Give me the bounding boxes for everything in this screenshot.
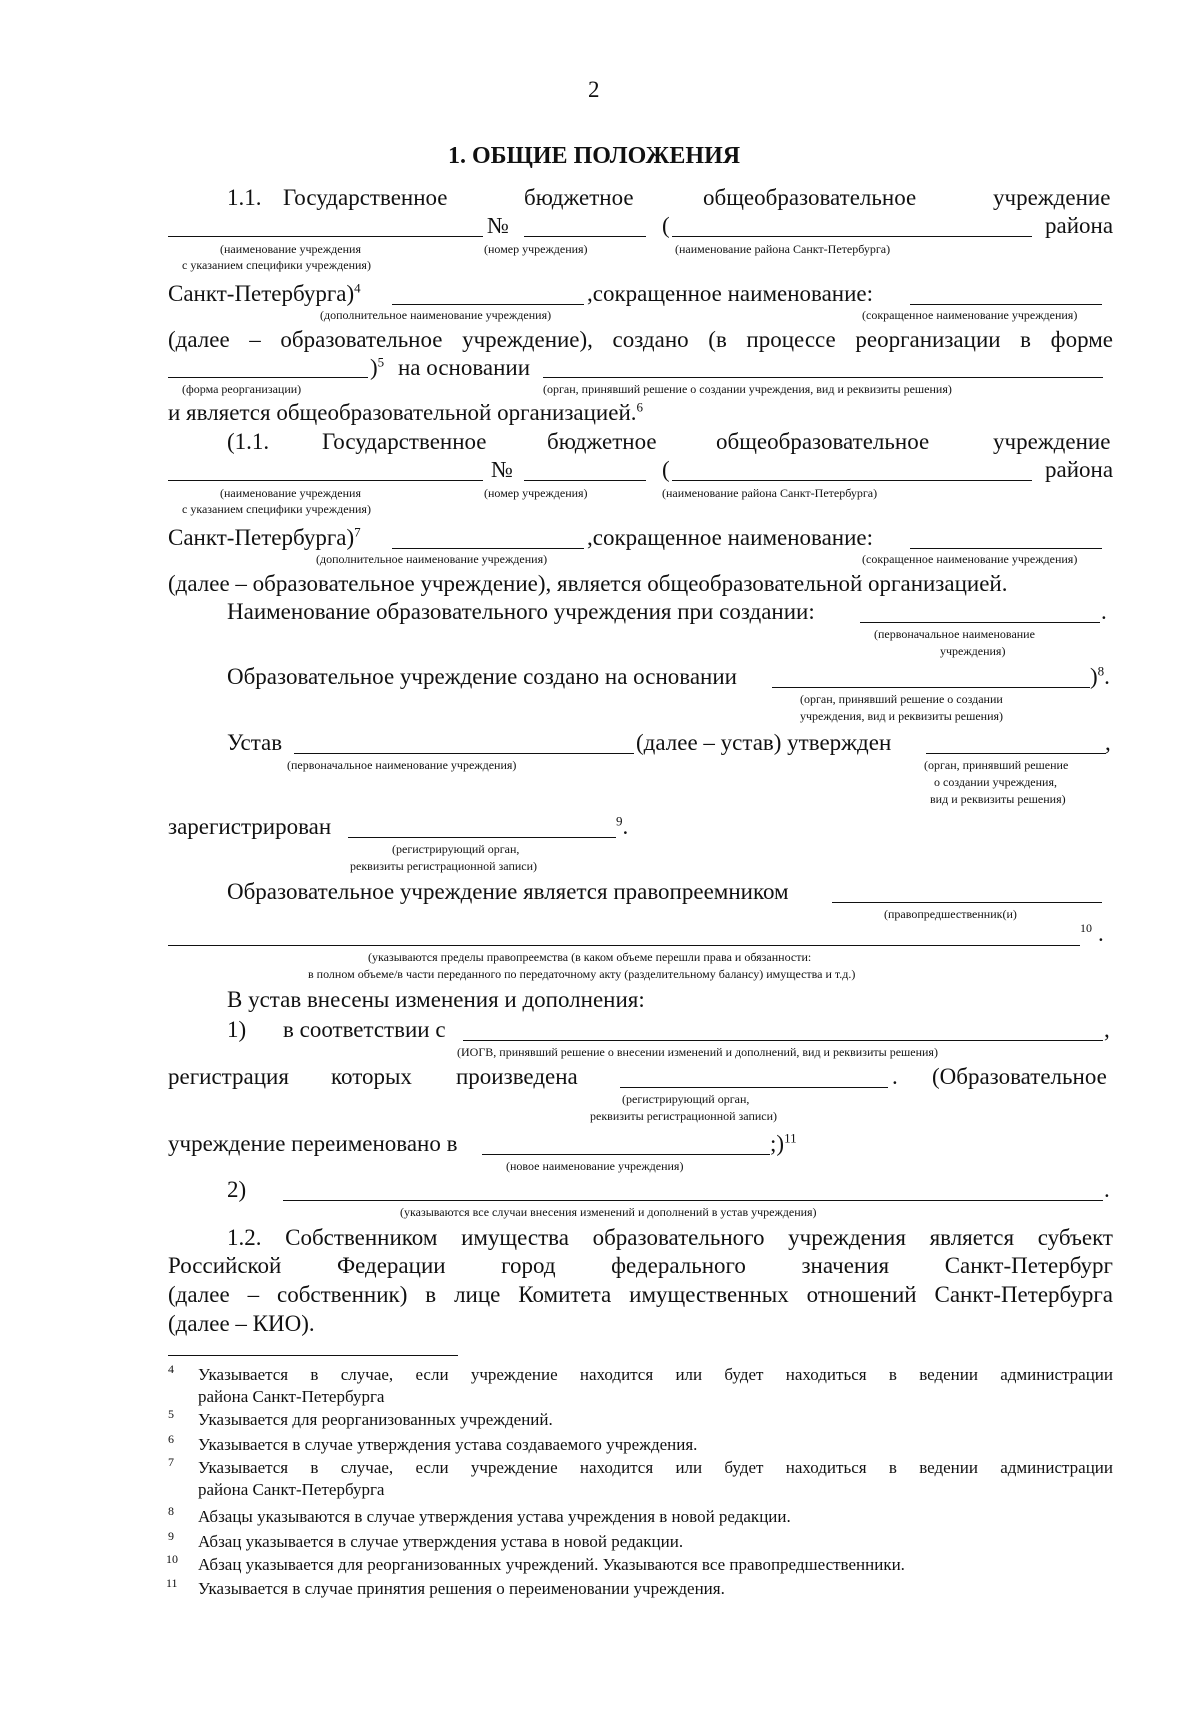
changes-reg-w4: (Образовательное xyxy=(932,1064,1107,1089)
p1-name-line xyxy=(168,236,483,237)
successor-line xyxy=(832,902,1102,903)
footnote-7-num: 7 xyxy=(168,1455,174,1469)
p1-cap-short: (сокращенное наименование учреждения) xyxy=(862,308,1078,322)
charter-label: Устав xyxy=(227,730,283,755)
section-title: 1. ОБЩИЕ ПОЛОЖЕНИЯ xyxy=(448,143,741,169)
changes-cap-new-name: (новое наименование учреждения) xyxy=(506,1159,684,1173)
changes-renamed-end: ;)$^{11}$ xyxy=(770,1130,797,1156)
p1b-additional-line xyxy=(392,548,584,549)
p1b-cap-name-1: (наименование учреждения xyxy=(220,486,361,500)
p1-on-basis: на основании xyxy=(398,355,531,380)
changes-item1-text: в соответствии с xyxy=(283,1017,446,1042)
changes-cap-reg-1: (регистрирующий орган, xyxy=(622,1092,750,1106)
p1-cap-name-2: с указанием специфики учреждения) xyxy=(182,258,371,272)
successor-cap-1: (указываются пределы правопреемства (в каком объеме перешли права и обязанности: xyxy=(368,950,812,964)
changes-reg-dot: . xyxy=(892,1064,898,1089)
footnote-11-text: Указывается в случае принятия решения о переименовании учреждения. xyxy=(198,1579,725,1598)
p1b-short-line xyxy=(910,548,1102,549)
changes-cap-reg-2: реквизиты регистрационной записи) xyxy=(590,1109,778,1123)
registered-cap-2: реквизиты регистрационной записи) xyxy=(350,859,538,873)
footnote-7-text2: района Санкт-Петербурга xyxy=(198,1480,385,1499)
charter-cap-organ-2: о создании учреждения, xyxy=(934,775,1057,789)
footnote-ref-11: 11 xyxy=(784,1130,797,1146)
footnote-ref-5: 5 xyxy=(377,354,385,370)
p1b-cap-number: (номер учреждения) xyxy=(484,486,588,500)
footnote-10-text: Абзац указывается для реорганизованных учреждений. Указываются все правопредшественники. xyxy=(198,1555,905,1574)
p1-cap-name-1: (наименование учреждения xyxy=(220,242,361,256)
changes-cap-iogv: (ИОГВ, принявший решение о внесении изменений и дополнений, вид и реквизиты решения) xyxy=(457,1045,938,1059)
creation-name-cap-1: (первоначальное наименование xyxy=(874,627,1035,641)
charter-initial-line xyxy=(294,753,634,754)
footnote-9-num: 9 xyxy=(168,1529,174,1543)
footnote-8-num: 8 xyxy=(168,1504,174,1518)
footnote-5-num: 5 xyxy=(168,1407,174,1421)
footnote-ref-8: 8 xyxy=(1097,663,1105,679)
p1b-name-line xyxy=(168,480,483,481)
p1-line3: (далее – образовательное учреждение), создано (в процессе реорганизации в форме xyxy=(168,327,1113,352)
p1b-word1: Государственное xyxy=(322,429,487,454)
footnote-4-text: Указывается в случае, если учреждение находится или будет находиться в ведении администрации xyxy=(198,1365,1113,1384)
p1-word3: общеобразовательное xyxy=(703,185,917,210)
footnote-4-text2: района Санкт-Петербурга xyxy=(198,1387,385,1406)
p1-cap-organ: (орган, принявший решение о создании учреждения, вид и реквизиты решения) xyxy=(543,382,952,396)
p1b-cap-name-2: с указанием специфики учреждения) xyxy=(182,502,371,516)
p1b-word3: общеобразовательное xyxy=(716,429,930,454)
p1-num: 1.1. xyxy=(227,185,262,210)
p1-line5: и является общеобразовательной организацией.$^6$ xyxy=(168,399,644,425)
charter-cap-organ-1: (орган, принявший решение xyxy=(924,758,1069,772)
registered-label: зарегистрирован xyxy=(168,814,332,839)
changes-reg-w1: регистрация xyxy=(168,1064,289,1089)
p1b-number-line xyxy=(524,480,646,481)
p1-cap-additional: (дополнительное наименование учреждения) xyxy=(320,308,552,322)
p1-cap-number: (номер учреждения) xyxy=(484,242,588,256)
footnote-ref-6: 6 xyxy=(636,399,644,415)
changes-item2-line xyxy=(283,1200,1103,1201)
page-number: 2 xyxy=(588,77,600,102)
footnote-4-num: 4 xyxy=(168,1362,174,1376)
footnote-11-num: 11 xyxy=(166,1576,178,1590)
footnote-5-text: Указывается для реорганизованных учреждений. xyxy=(198,1410,553,1429)
successor-fn: 10 xyxy=(1080,921,1092,935)
p1b-word2: бюджетное xyxy=(547,429,657,454)
p1b-no-sign: № xyxy=(491,457,513,482)
p1-short-name-label: ,сокращенное наименование: xyxy=(587,281,873,306)
p1-word4: учреждение xyxy=(993,185,1111,210)
p1-spb: Санкт-Петербурга)$^4$ xyxy=(168,280,361,306)
changes-intro: В устав внесены изменения и дополнения: xyxy=(227,987,645,1012)
p1-rayona: района xyxy=(1045,213,1114,238)
footnote-8-text: Абзацы указываются в случае утверждения устава учреждения в новой редакции. xyxy=(198,1507,791,1526)
created-basis-line xyxy=(772,687,1090,688)
p1-number-line xyxy=(524,236,646,237)
p1-no-sign: № xyxy=(487,213,509,238)
p1-cap-district: (наименование района Санкт-Петербурга) xyxy=(675,242,891,256)
p12-l2-w3: город xyxy=(501,1253,556,1278)
successor-dot: . xyxy=(1098,921,1104,946)
created-basis-text: Образовательное учреждение создано на основании xyxy=(227,664,737,689)
changes-cap-all: (указываются все случаи внесения изменений и дополнений в устав учреждения) xyxy=(400,1205,817,1219)
changes-reg-line xyxy=(620,1087,888,1088)
p12-l2-w1: Российской xyxy=(168,1253,282,1278)
p12-line1: 1.2. Собственником имущества образовательного учреждения является субъект xyxy=(227,1225,1113,1250)
p1-word1: Государственное xyxy=(283,185,448,210)
charter-cap-organ-3: вид и реквизиты решения) xyxy=(930,792,1066,806)
successor-cap-2: в полном объеме/в части переданного по передаточному акту (разделительному балансу) имущества и т.д.) xyxy=(308,967,856,981)
footnote-10-num: 10 xyxy=(166,1552,178,1566)
creation-name-cap-2: учреждения) xyxy=(940,644,1006,658)
charter-comma: , xyxy=(1105,730,1111,755)
successor-text: Образовательное учреждение является правопреемником xyxy=(227,879,789,904)
p1-open-paren: ( xyxy=(662,213,670,238)
footnote-separator xyxy=(168,1355,458,1356)
changes-item2-dot: . xyxy=(1104,1177,1110,1202)
p1-additional-line xyxy=(392,304,584,305)
changes-item1-comma: , xyxy=(1104,1017,1110,1042)
registered-cap-1: (регистрирующий орган, xyxy=(392,842,520,856)
charter-after: (далее – устав) утвержден xyxy=(636,730,892,755)
changes-reg-w3: произведена xyxy=(456,1064,578,1089)
creation-name-dot: . xyxy=(1101,599,1107,624)
p1b-num: (1.1. xyxy=(227,429,270,454)
p1-cap-form: (форма реорганизации) xyxy=(182,382,302,396)
p1b-short-name-label: ,сокращенное наименование: xyxy=(587,525,873,550)
p1-organ-line xyxy=(543,377,1103,378)
p1b-line3: (далее – образовательное учреждение), является общеобразовательной организацией. xyxy=(168,571,1008,596)
created-basis-close: )$^8$. xyxy=(1090,663,1110,689)
created-basis-cap-2: учреждения, вид и реквизиты решения) xyxy=(800,709,1004,723)
footnote-6-num: 6 xyxy=(168,1432,174,1446)
p1-short-line xyxy=(910,304,1102,305)
p12-l2-w5: значения xyxy=(801,1253,890,1278)
p12-l2-w2: Федерации xyxy=(336,1253,446,1278)
p1b-cap-additional: (дополнительное наименование учреждения) xyxy=(316,552,548,566)
changes-renamed: учреждение переименовано в xyxy=(168,1131,458,1156)
charter-cap-initial: (первоначальное наименование учреждения) xyxy=(287,758,517,772)
changes-reg-w2: которых xyxy=(331,1064,412,1089)
footnote-7-text: Указывается в случае, если учреждение находится или будет находиться в ведении администрации xyxy=(198,1458,1113,1477)
changes-item1-num: 1) xyxy=(227,1017,247,1042)
p1-close-paren: )$^5$ xyxy=(370,354,385,380)
p12-line3: (далее – собственник) в лице Комитета имущественных отношений Санкт-Петербурга xyxy=(168,1282,1113,1307)
p12-line2 xyxy=(168,1254,1113,1277)
successor-limits-line xyxy=(168,945,1080,946)
changes-item1-line xyxy=(463,1040,1103,1041)
creation-name-line xyxy=(860,622,1100,623)
p1b-cap-short: (сокращенное наименование учреждения) xyxy=(862,552,1078,566)
p1b-spb: Санкт-Петербурга)$^7$ xyxy=(168,524,361,550)
p1-word2: бюджетное xyxy=(524,185,634,210)
p1b-district-line xyxy=(672,480,1032,481)
p1b-rayona: района xyxy=(1045,457,1114,482)
p1-district-line xyxy=(672,236,1032,237)
p12-l2-w4: федерального xyxy=(611,1253,746,1278)
changes-renamed-line xyxy=(482,1154,770,1155)
changes-item2-num: 2) xyxy=(227,1177,247,1202)
p12-line4: (далее – КИО). xyxy=(168,1311,315,1336)
footnote-ref-7: 7 xyxy=(354,524,361,540)
p1b-open-paren: ( xyxy=(662,457,670,482)
p1b-word4: учреждение xyxy=(993,429,1111,454)
p1b-cap-district: (наименование района Санкт-Петербурга) xyxy=(662,486,878,500)
footnote-6-text: Указывается в случае утверждения устава создаваемого учреждения. xyxy=(198,1435,698,1454)
creation-name-text: Наименование образовательного учреждения при создании: xyxy=(227,599,815,624)
footnote-9-text: Абзац указывается в случае утверждения устава в новой редакции. xyxy=(198,1532,684,1551)
successor-cap-pred: (правопредшественник(и) xyxy=(884,907,1017,921)
created-basis-cap-1: (орган, принявший решение о создании xyxy=(800,692,1003,706)
registered-line xyxy=(348,837,616,838)
footnote-ref-9: 9 xyxy=(616,813,623,829)
p12-l2-w6: Санкт-Петербург xyxy=(944,1253,1113,1278)
footnote-ref-4: 4 xyxy=(354,280,361,296)
p1-form-line xyxy=(168,377,368,378)
charter-organ-line xyxy=(926,753,1106,754)
registered-end: $^9$. xyxy=(616,813,629,839)
